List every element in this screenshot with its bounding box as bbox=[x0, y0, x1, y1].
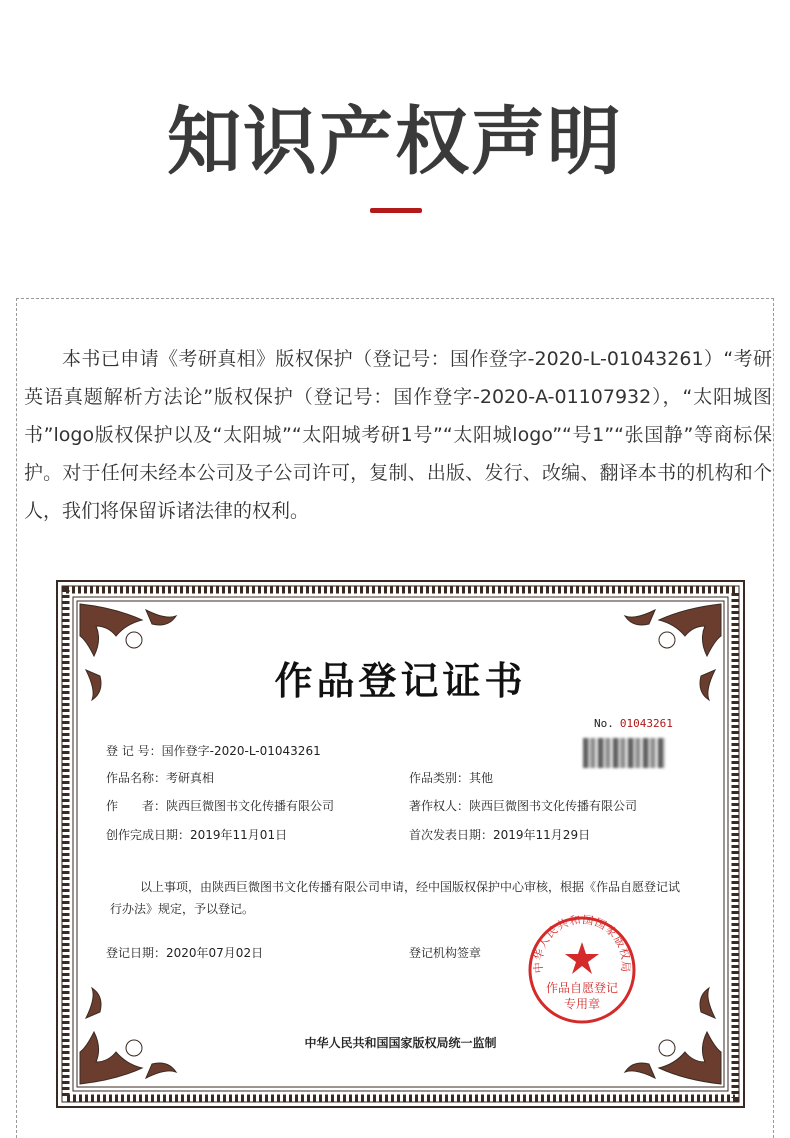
official-seal bbox=[526, 914, 638, 1026]
seal-ring-text: 中华人民共和国国家版权局 bbox=[531, 914, 633, 974]
copyright-statement bbox=[24, 340, 772, 530]
certificate-number bbox=[594, 717, 673, 730]
certificate-number-value: 01043261 bbox=[619, 717, 673, 730]
seal-line-1: 作品自愿登记 bbox=[545, 981, 619, 995]
certificate-number-label: No. bbox=[594, 717, 614, 730]
statement-paragraph: 本书已申请《考研真相》版权保护（登记号：国作登字-2020-L-01043261）“考研英语真题解析方法论”版权保护（登记号：国作登字-2020-A-01107932），“太阳城图书”logo版权保护以及“太阳城”“太阳城考研1号”“太阳城logo”“号1”“张国静”等商标保护。对于任何未经本公司及子公司许可，复制、出版、发行、改编、翻译本书的机构和个人，我们将保留诉诸法律的权利。 bbox=[24, 348, 772, 522]
page-title: 知识产权声明 bbox=[167, 99, 623, 185]
work-name: 作品名称：考研真相 bbox=[106, 771, 215, 785]
work-type: 作品类别：其他 bbox=[409, 771, 494, 785]
registration-number: 登 记 号：国作登字-2020-L-01043261 bbox=[106, 744, 321, 758]
certificate-body: 以上事项，由陕西巨微图书文化传播有限公司申请，经中国版权保护中心审核，根据《作品自愿登记试行办法》规定，予以登记。 bbox=[110, 880, 681, 916]
publish-date: 首次发表日期：2019年11月29日 bbox=[409, 828, 591, 842]
certificate-title: 作品登记证书 bbox=[274, 658, 527, 703]
completion-date: 创作完成日期：2019年11月01日 bbox=[106, 828, 288, 842]
registration-date: 登记日期：2020年07月02日 bbox=[106, 946, 264, 960]
title-underline bbox=[370, 208, 422, 213]
seal-line-2: 专用章 bbox=[563, 997, 601, 1011]
author: 作 者：陕西巨微图书文化传播有限公司 bbox=[106, 799, 335, 813]
blurred-barcode bbox=[583, 738, 665, 768]
registration-certificate bbox=[56, 580, 745, 1108]
org-seal-label: 登记机构签章 bbox=[409, 946, 482, 960]
copyright-owner: 著作权人：陕西巨微图书文化传播有限公司 bbox=[409, 799, 638, 813]
certificate-footer: 中华人民共和国国家版权局统一监制 bbox=[304, 1036, 497, 1050]
seal-star-icon bbox=[565, 942, 599, 974]
